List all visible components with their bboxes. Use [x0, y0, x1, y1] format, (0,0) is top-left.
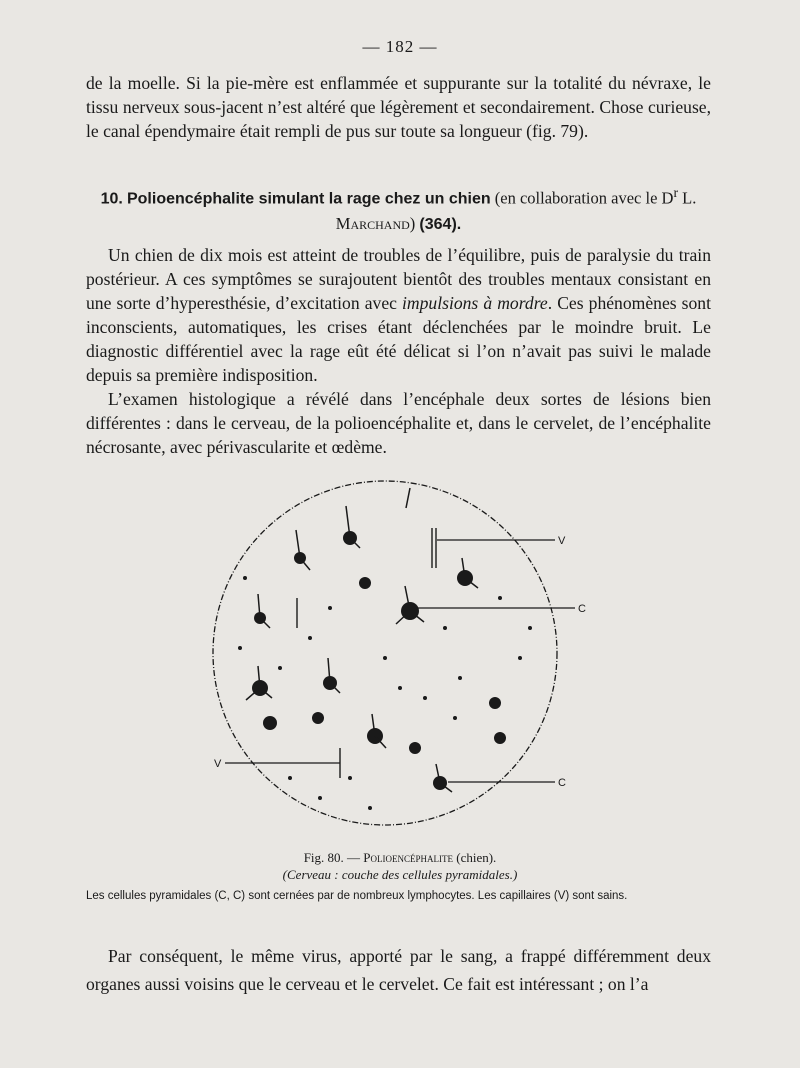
lymphocyte	[458, 676, 462, 680]
paragraph	[86, 243, 711, 387]
caption-title: Polioencéphalite	[363, 850, 453, 865]
paragraph	[86, 387, 711, 459]
figure-legend: Les cellules pyramidales (C, C) sont cernées par de nombreux lymphocytes. Les capillaires (V) sont sains.	[86, 890, 628, 902]
intro-paragraph-text: de la moelle. Si la pie-mère est enflammée et suppurante sur la totalité du névraxe, le tissu nerveux sous-jacent n’est altéré que légèrement et secondairement. Chose curieuse, le canal épendymaire était rempli de pus sur toute sa longueur (fig. 79).	[86, 73, 711, 141]
micrograph-drawing	[200, 478, 600, 848]
body-paragraphs	[86, 243, 711, 459]
lymphocyte	[288, 776, 292, 780]
lymphocyte	[348, 776, 352, 780]
figure-label-v-top: V	[558, 535, 566, 547]
lymphocyte	[243, 576, 247, 580]
paragraph-text: Un chien de dix mois est atteint de troubles de l’équilibre, puis de paralysie du train postérieur. A ces symptômes se surajoutent bientôt des troubles mentaux consistant en une sorte d’hyperesthésie, d’excitation avec	[86, 245, 711, 313]
figure-label-v-left: V	[214, 758, 222, 770]
figure-label-c-top: C	[578, 603, 586, 615]
histology-figure	[200, 478, 600, 848]
section-title: Polioencéphalite simulant la rage chez un chien	[126, 190, 491, 208]
pyramidal-cell	[409, 742, 421, 754]
lymphocyte	[423, 696, 427, 700]
intro-paragraph	[86, 71, 711, 143]
lymphocyte	[498, 596, 502, 600]
pyramidal-cell	[263, 716, 277, 730]
lymphocyte	[453, 716, 457, 720]
pyramidal-cell	[359, 577, 371, 589]
section-collab: (en collaboration avec le D	[494, 188, 674, 208]
closing-paragraph-text: Par conséquent, le même virus, apporté par le sang, a frappé différemment deux organes aussi voisins que le cerveau et le cervelet. Ce fait est intéressant ; on l’a	[86, 946, 711, 994]
cell-process	[296, 530, 310, 570]
closing-paragraph	[86, 942, 711, 998]
lymphocyte	[518, 656, 522, 660]
pyramidal-cell	[489, 697, 501, 709]
lymphocyte	[368, 806, 372, 810]
lymphocytes	[238, 576, 532, 810]
pyramidal-cell	[312, 712, 324, 724]
lymphocyte	[238, 646, 242, 650]
figure-label-c-bottom: C	[558, 777, 566, 789]
caption-prefix: Fig. 80. —	[303, 850, 361, 865]
paragraph-emphasis: impulsions à mordre	[402, 293, 548, 313]
lymphocyte	[528, 626, 532, 630]
cell-processes	[246, 488, 478, 792]
lymphocyte	[318, 796, 322, 800]
page-number: — 182 —	[362, 37, 438, 56]
section-collab-sup: r	[673, 185, 679, 200]
pyramidal-cell	[494, 732, 506, 744]
cell-process	[406, 488, 410, 508]
caption-suffix: (chien).	[456, 850, 497, 865]
capillaries	[297, 528, 436, 778]
paragraph-text: L’examen histologique a révélé dans l’encéphale deux sortes de lésions bien différentes : dans le cerveau, de la polioencéphalite et, dans le cervelet, de l’encéphalite nécrosante, avec périvascularite et œdème.	[86, 389, 711, 457]
pyramidal-cells	[252, 531, 506, 790]
lymphocyte	[328, 606, 332, 610]
section-heading	[86, 181, 711, 237]
label-lines	[225, 540, 575, 782]
figure-caption	[0, 850, 800, 866]
lymphocyte	[443, 626, 447, 630]
lymphocyte	[383, 656, 387, 660]
section-number: 10.	[100, 190, 123, 208]
lymphocyte	[308, 636, 312, 640]
figure-subcaption: (Cerveau : couche des cellules pyramidales.)	[282, 867, 518, 882]
paragraph-text-end: . Ces phénomènes sont inconscients, automatiques, les crises étant déclenchées par le moindre bruit. Le diagnostic différentiel avec la rage eût été délicat si l’on n’avait pas suivi le malade depuis sa première indisposition.	[86, 293, 711, 385]
section-author: L. Marchand)	[335, 188, 697, 233]
lymphocyte	[398, 686, 402, 690]
section-ref: (364).	[419, 215, 462, 233]
lymphocyte	[278, 666, 282, 670]
micrograph-circle	[213, 481, 557, 825]
